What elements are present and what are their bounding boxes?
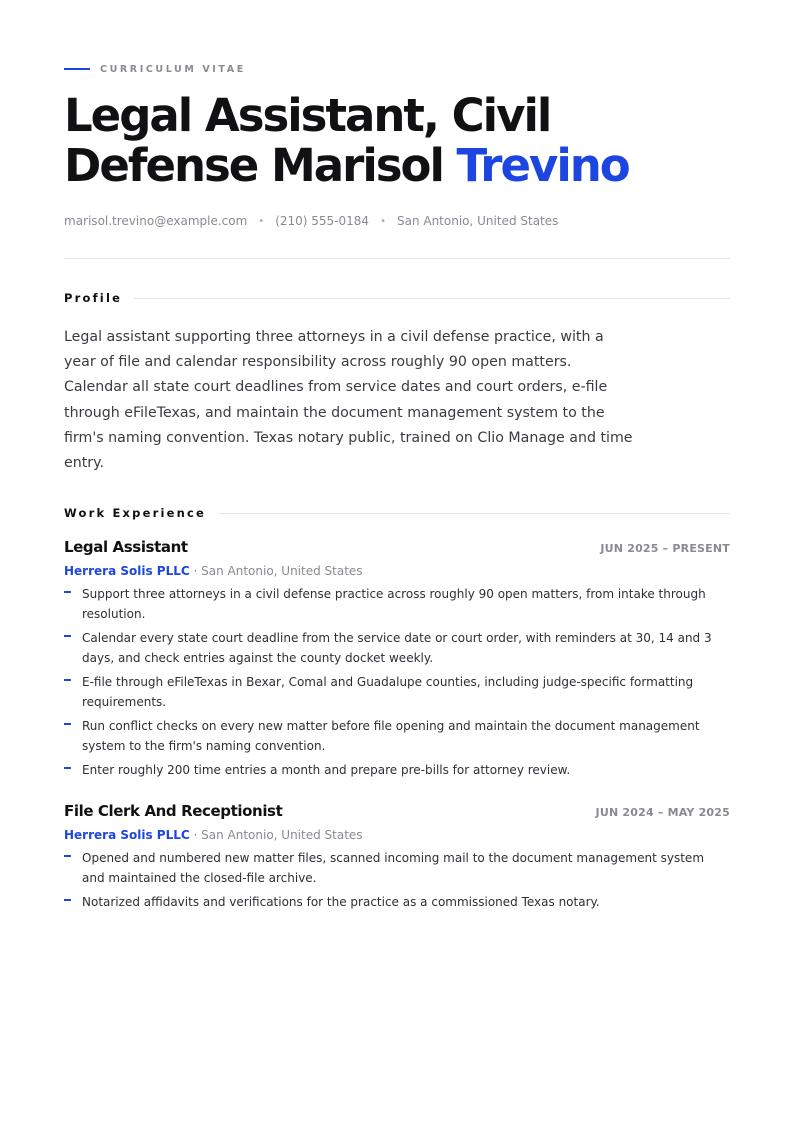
bullet-item bbox=[64, 717, 730, 756]
bullet-item bbox=[64, 585, 730, 624]
job-meta bbox=[64, 825, 730, 845]
job-entry bbox=[64, 538, 730, 786]
bullet-text: Notarized affidavits and verifications for the practice as a commissioned Texas notary. bbox=[82, 895, 600, 909]
dash-icon bbox=[64, 855, 71, 857]
job-header bbox=[64, 802, 730, 824]
dash-icon bbox=[64, 723, 71, 725]
bullet-item bbox=[64, 849, 730, 888]
profile-heading: Profile bbox=[64, 291, 123, 305]
section-divider bbox=[134, 298, 730, 299]
contact-separator: • bbox=[380, 215, 386, 227]
dash-icon bbox=[64, 899, 71, 901]
job-location: · San Antonio, United States bbox=[189, 564, 363, 578]
job-meta bbox=[64, 561, 730, 581]
job-title: File Clerk And Receptionist bbox=[64, 802, 283, 820]
title-main: Legal Assistant, Civil Defense Marisol bbox=[64, 89, 551, 192]
eyebrow-rule bbox=[64, 68, 90, 70]
eyebrow-text: CURRICULUM VITAE bbox=[100, 63, 246, 75]
bullet-item bbox=[64, 673, 730, 712]
contact-separator: • bbox=[258, 215, 265, 227]
experience-section-heading bbox=[64, 506, 730, 520]
job-bullets bbox=[64, 585, 730, 781]
job-company: Herrera Solis PLLC bbox=[64, 564, 190, 578]
bullet-text: Opened and numbered new matter files, scanned incoming mail to the document management system and maintained the closed-file archive. bbox=[82, 851, 705, 885]
bullet-text: Run conflict checks on every new matter before file opening and maintain the document management system to the firm's naming convention. bbox=[82, 719, 700, 753]
bullet-text: E-file through eFileTexas in Bexar, Comal and Guadalupe counties, including judge-specific formatting requirements. bbox=[82, 675, 694, 709]
job-bullets bbox=[64, 849, 730, 913]
section-divider bbox=[218, 513, 730, 514]
bullet-item bbox=[64, 893, 730, 913]
dash-icon bbox=[64, 591, 71, 593]
bullet-item bbox=[64, 629, 730, 668]
profile-section-heading bbox=[64, 291, 730, 305]
job-location: · San Antonio, United States bbox=[189, 828, 363, 842]
job-dates: JUN 2024 – MAY 2025 bbox=[595, 806, 730, 819]
bullet-item bbox=[64, 761, 730, 781]
page-title bbox=[64, 91, 730, 191]
job-entry bbox=[64, 802, 730, 918]
title-accent: Trevino bbox=[456, 139, 629, 192]
eyebrow bbox=[64, 62, 246, 76]
contact-email: marisol.trevino@example.com bbox=[64, 214, 248, 228]
header-divider bbox=[64, 258, 730, 259]
contact-line bbox=[64, 214, 558, 228]
job-dates: JUN 2025 – PRESENT bbox=[600, 542, 730, 555]
bullet-text: Enter roughly 200 time entries a month and prepare pre-bills for attorney review. bbox=[82, 763, 571, 777]
job-title: Legal Assistant bbox=[64, 538, 188, 556]
dash-icon bbox=[64, 679, 71, 681]
bullet-text: Calendar every state court deadline from the service date or court order, with reminders at 30, 14 and 3 days, and check entries against the county docket weekly. bbox=[82, 631, 712, 665]
experience-heading: Work Experience bbox=[64, 506, 207, 520]
contact-phone: (210) 555-0184 bbox=[275, 214, 370, 228]
contact-location: San Antonio, United States bbox=[396, 214, 559, 228]
job-header bbox=[64, 538, 730, 560]
job-company: Herrera Solis PLLC bbox=[64, 828, 190, 842]
bullet-text: Support three attorneys in a civil defense practice across roughly 90 open matters, from intake through resolution. bbox=[82, 587, 706, 621]
dash-icon bbox=[64, 635, 71, 637]
profile-text: Legal assistant supporting three attorneys in a civil defense practice, with a year of file and calendar responsibility across roughly 90 open matters. Calendar all state court deadlines from service dates and court orders, e-file through eFileTexas, and maintain the document management system to the firm's naming convention. Texas notary public, trained on Clio Manage and time entry. bbox=[64, 329, 633, 472]
dash-icon bbox=[64, 767, 71, 769]
